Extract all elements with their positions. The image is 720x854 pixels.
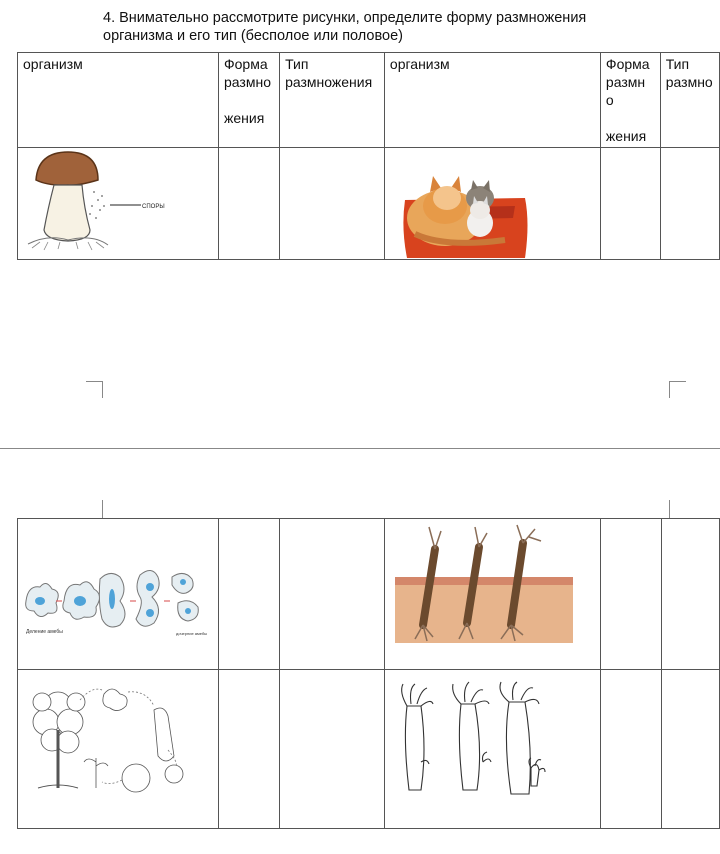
top-table <box>17 52 720 260</box>
header-organism: организм <box>18 53 219 148</box>
header-row <box>18 53 720 148</box>
amoeba-caption-left: Деление амебы <box>26 629 63 635</box>
header-organism-2: организм <box>384 53 600 148</box>
mushroom-cell <box>18 148 219 260</box>
header-form: Форма размно жения <box>219 53 280 148</box>
amoeba-cell <box>18 519 219 670</box>
table-row <box>18 519 720 670</box>
apple-cycle-image <box>18 670 218 828</box>
task-line-1: 4. Внимательно рассмотрите рисунки, определите форму размножения <box>103 10 587 26</box>
page-corner-mark <box>86 381 103 398</box>
empty-cell[interactable] <box>600 148 660 260</box>
empty-cell[interactable] <box>662 519 720 670</box>
empty-cell[interactable] <box>219 670 280 829</box>
table-row <box>18 670 720 829</box>
empty-cell[interactable] <box>662 670 720 829</box>
mushroom-image <box>18 148 218 259</box>
cats-cell <box>384 148 600 260</box>
cuttings-cell <box>385 519 601 670</box>
hydra-cell <box>385 670 601 829</box>
table-row <box>18 148 720 260</box>
header-form-2: Форма размн о жения <box>600 53 660 148</box>
empty-cell[interactable] <box>219 148 280 260</box>
task-line-2: организма и его тип (бесполое или половое) <box>103 28 403 44</box>
empty-cell[interactable] <box>279 670 384 829</box>
page-corner-mark <box>669 381 686 398</box>
empty-cell[interactable] <box>601 519 662 670</box>
apple-tree-cell <box>18 670 219 829</box>
page-corner-mark <box>86 500 103 518</box>
empty-cell[interactable] <box>660 148 719 260</box>
cats-image <box>385 148 600 259</box>
task-text <box>103 9 663 45</box>
spores-label: СПОРЫ <box>142 204 165 210</box>
cuttings-image <box>385 519 600 669</box>
bottom-table <box>17 518 720 829</box>
page-corner-mark <box>669 500 686 518</box>
amoeba-caption-right: дочерние амебы <box>176 631 208 636</box>
header-type-2: Тип размно <box>660 53 719 148</box>
hydra-image <box>385 670 600 828</box>
amoeba-image <box>18 519 218 669</box>
empty-cell[interactable] <box>219 519 280 670</box>
page-separator <box>0 448 720 449</box>
empty-cell[interactable] <box>601 670 662 829</box>
header-type: Тип размножения <box>280 53 385 148</box>
empty-cell[interactable] <box>280 148 385 260</box>
empty-cell[interactable] <box>279 519 384 670</box>
